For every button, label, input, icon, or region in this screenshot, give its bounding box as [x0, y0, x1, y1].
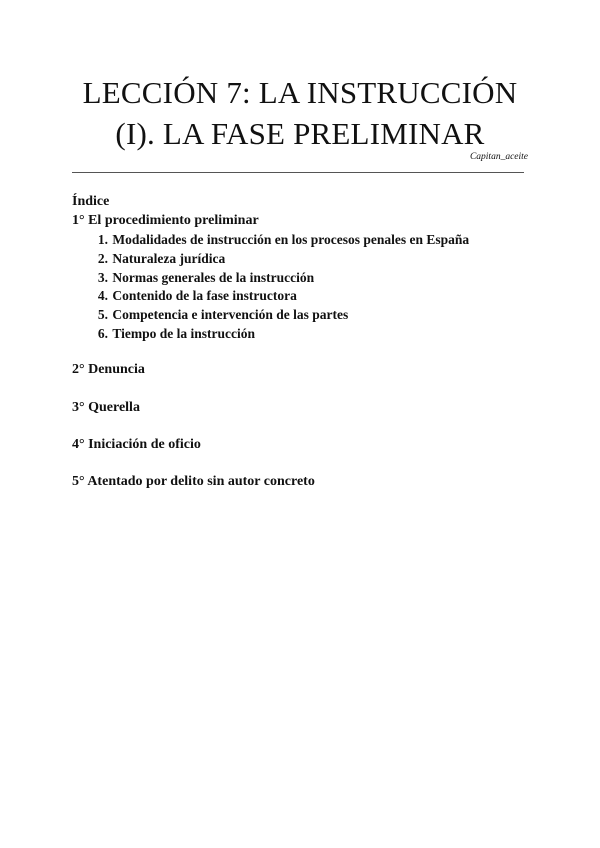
- list-item-text: Tiempo de la instrucción: [112, 325, 256, 341]
- list-item: [72, 325, 469, 344]
- title-line-2: (I). LA FASE PRELIMINAR: [115, 116, 485, 151]
- list-item-text: Normas generales de la instrucción: [112, 269, 315, 285]
- list-item-number: 3.: [97, 269, 108, 285]
- list-item: [72, 250, 469, 269]
- index-heading: Índice: [72, 194, 110, 209]
- section-2-heading: 2° Denuncia: [72, 362, 145, 377]
- list-item: [72, 287, 469, 306]
- list-item-text: Competencia e intervención de las partes: [112, 307, 349, 323]
- list-item-text: Naturaleza jurídica: [112, 250, 226, 266]
- list-item-number: 2.: [97, 250, 108, 266]
- title-line-1: LECCIÓN 7: LA INSTRUCCIÓN: [82, 75, 518, 110]
- author-name: Capitan_aceite: [469, 152, 528, 162]
- section-5-heading: 5° Atentado por delito sin autor concreto: [72, 474, 315, 489]
- list-item-number: 6.: [97, 325, 108, 341]
- list-item: [72, 231, 469, 250]
- list-item-number: 4.: [97, 288, 108, 304]
- list-item-text: Contenido de la fase instructora: [112, 288, 297, 304]
- list-item: [72, 306, 469, 325]
- list-item: [72, 269, 469, 288]
- list-item-number: 1.: [97, 232, 108, 247]
- section-3-heading: 3° Querella: [72, 400, 140, 415]
- section-1-heading: 1° El procedimiento preliminar: [72, 213, 259, 228]
- list-item-number: 5.: [97, 307, 108, 323]
- section-1-sublist: [72, 231, 469, 344]
- section-4-heading: 4° Iniciación de oficio: [72, 437, 201, 452]
- header-divider: [72, 172, 524, 173]
- list-item-text: Modalidades de instrucción en los procesos penales en España: [112, 232, 470, 247]
